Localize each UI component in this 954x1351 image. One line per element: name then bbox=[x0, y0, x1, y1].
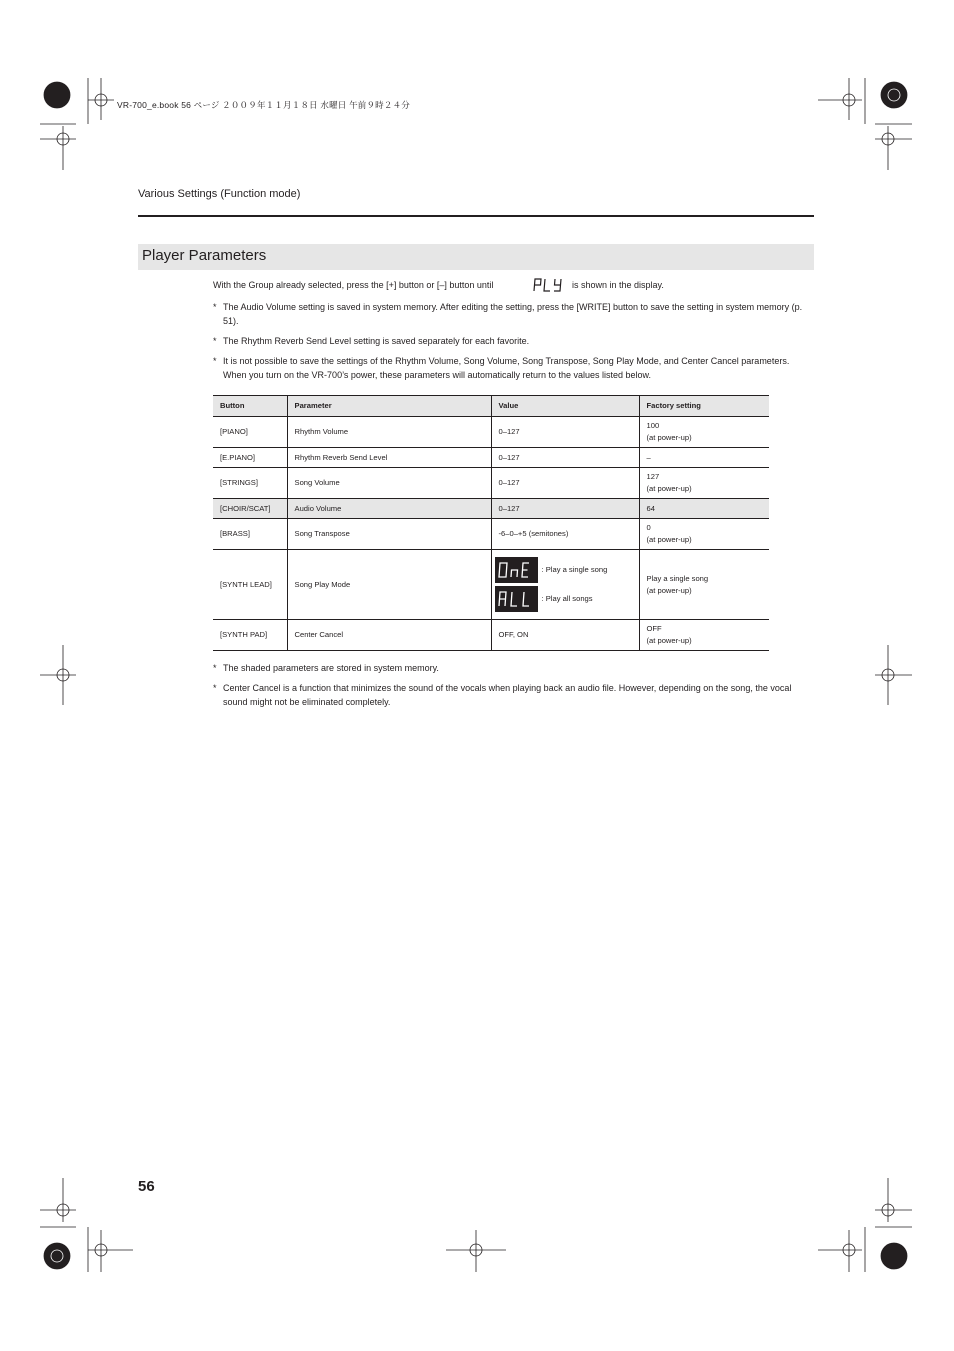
column-header-factory: Factory setting bbox=[639, 396, 769, 417]
note-reverb bbox=[213, 334, 813, 348]
note-marker: * bbox=[213, 336, 217, 346]
player-parameters-table bbox=[213, 395, 769, 651]
mode-option-all bbox=[495, 586, 632, 612]
factory-note: (at power-up) bbox=[646, 535, 692, 544]
column-header-parameter: Parameter bbox=[287, 396, 491, 417]
column-header-value: Value bbox=[491, 396, 639, 417]
cell-button: [SYNTH LEAD] bbox=[213, 550, 287, 620]
table-row bbox=[213, 448, 769, 468]
note-text: The Audio Volume setting is saved in system memory. After editing the setting, press the [WRITE] button to save the setting in system memory (p. 51). bbox=[223, 302, 803, 326]
section-title: Player Parameters bbox=[142, 247, 267, 264]
table-row bbox=[213, 550, 769, 620]
cell-button: [STRINGS] bbox=[213, 468, 287, 499]
cell-button: [BRASS] bbox=[213, 519, 287, 550]
factory-note: (at power-up) bbox=[646, 636, 692, 645]
note-text: Center Cancel is a function that minimizes the sound of the vocals when playing back an audio file. However, depending on the song, the vocal sound might not be eliminated completely. bbox=[223, 683, 792, 707]
cell-parameter: Center Cancel bbox=[287, 620, 491, 651]
running-head: Various Settings (Function mode) bbox=[138, 188, 301, 200]
header-rule bbox=[138, 215, 814, 217]
cell-factory bbox=[639, 519, 769, 550]
note-text: It is not possible to save the settings of the Rhythm Volume, Song Volume, Song Transpose, Song Play Mode, and Center Cancel parameters. When you turn on the VR-700’s power, these parameters will automatically return to the values listed below. bbox=[223, 356, 790, 380]
table-header-row bbox=[213, 396, 769, 417]
note-not-saved bbox=[213, 354, 813, 382]
note-marker: * bbox=[213, 663, 217, 673]
intro-text: With the Group already selected, press the [+] button or [–] button until bbox=[213, 280, 494, 290]
cell-parameter: Song Volume bbox=[287, 468, 491, 499]
table-row bbox=[213, 468, 769, 499]
cell-parameter: Audio Volume bbox=[287, 499, 491, 519]
note-marker: * bbox=[213, 683, 217, 693]
mode-label: : Play all songs bbox=[541, 594, 593, 603]
note-audio-volume bbox=[213, 300, 813, 328]
factory-note: (at power-up) bbox=[646, 433, 692, 442]
factory-note: (at power-up) bbox=[646, 585, 692, 595]
cell-value: OFF, ON bbox=[491, 620, 639, 651]
cell-value: 0–127 bbox=[491, 448, 639, 468]
table-row bbox=[213, 519, 769, 550]
page-number: 56 bbox=[138, 1178, 155, 1195]
factory-value: Play a single song bbox=[646, 573, 709, 583]
footnote-shaded bbox=[213, 661, 813, 675]
table-row bbox=[213, 620, 769, 651]
cell-value: 0–127 bbox=[491, 468, 639, 499]
cell-value bbox=[491, 550, 639, 620]
cell-factory bbox=[639, 550, 769, 620]
cell-value: 0–127 bbox=[491, 417, 639, 448]
all-display-icon bbox=[495, 586, 538, 612]
one-display-icon bbox=[495, 557, 538, 583]
cell-factory bbox=[639, 468, 769, 499]
mode-label: : Play a single song bbox=[541, 565, 608, 574]
ply-display-glyph bbox=[532, 278, 566, 297]
footnote-center-cancel bbox=[213, 681, 813, 709]
note-marker: * bbox=[213, 302, 217, 312]
cell-button: [PIANO] bbox=[213, 417, 287, 448]
factory-value: 127 bbox=[646, 472, 660, 481]
column-header-button: Button bbox=[213, 396, 287, 417]
note-marker: * bbox=[213, 356, 217, 366]
note-text: The Rhythm Reverb Send Level setting is saved separately for each favorite. bbox=[223, 336, 530, 346]
print-header: VR-700_e.book 56 ページ ２００９年１１月１８日 水曜日 午前９時２４分 bbox=[117, 100, 410, 110]
factory-value: 100 bbox=[646, 421, 660, 430]
cell-value: 0–127 bbox=[491, 499, 639, 519]
cell-factory: 64 bbox=[639, 499, 769, 519]
cell-factory: – bbox=[639, 448, 769, 468]
table-row bbox=[213, 417, 769, 448]
cell-parameter: Rhythm Reverb Send Level bbox=[287, 448, 491, 468]
table-row-shaded bbox=[213, 499, 769, 519]
cell-parameter: Song Play Mode bbox=[287, 550, 491, 620]
cell-value: -6–0–+5 (semitones) bbox=[491, 519, 639, 550]
factory-value: 0 bbox=[646, 523, 651, 532]
cell-button: [CHOIR/SCAT] bbox=[213, 499, 287, 519]
cell-button: [SYNTH PAD] bbox=[213, 620, 287, 651]
cell-parameter: Rhythm Volume bbox=[287, 417, 491, 448]
cell-button: [E.PIANO] bbox=[213, 448, 287, 468]
intro-text-after: is shown in the display. bbox=[572, 280, 664, 290]
cell-parameter: Song Transpose bbox=[287, 519, 491, 550]
factory-value: OFF bbox=[646, 624, 662, 633]
cell-factory bbox=[639, 620, 769, 651]
factory-note: (at power-up) bbox=[646, 484, 692, 493]
note-text: The shaded parameters are stored in system memory. bbox=[223, 663, 439, 673]
mode-option-one bbox=[495, 557, 632, 583]
ply-display-icon bbox=[532, 278, 566, 292]
cell-factory bbox=[639, 417, 769, 448]
